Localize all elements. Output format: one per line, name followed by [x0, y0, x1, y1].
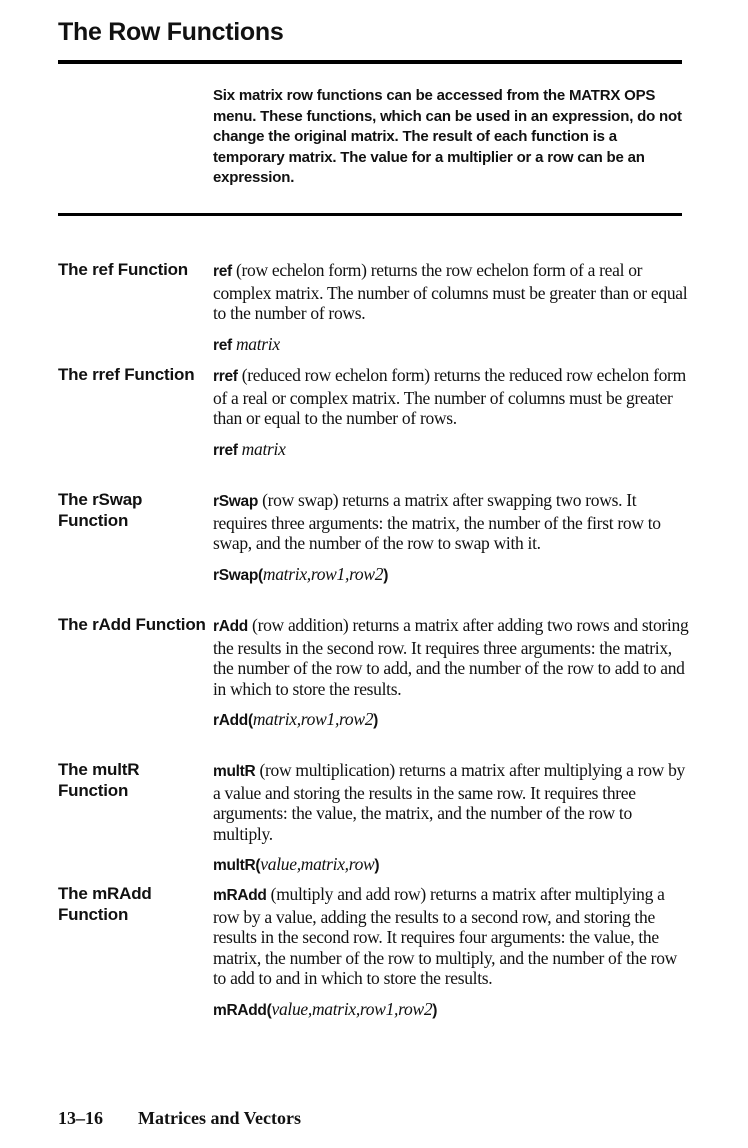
- syntax-open: (: [266, 1001, 272, 1019]
- page-title: The Row Functions: [58, 18, 284, 46]
- chapter-title: Matrices and Vectors: [138, 1108, 301, 1128]
- syntax-line: [213, 439, 691, 462]
- description-text: (multiply and add row) returns a matrix after multiplying a row by a value, adding the results to a second row, and storing the results in the second row. It requires four arguments: the value, the matrix, the number of the row to multiply, and the number of the row to add to and in which to store the results.: [213, 884, 677, 988]
- section-description: [213, 615, 691, 699]
- page-footer: [58, 1108, 301, 1129]
- syntax-open: (: [258, 566, 263, 584]
- description-text: (row multiplication) returns a matrix after multiplying a row by a value and storing the results in the same row. It requires three arguments: the value, the matrix, and the number of the row to multiply.: [213, 760, 685, 844]
- syntax-close: ): [383, 566, 389, 584]
- syntax-line: [213, 999, 691, 1022]
- section-description: [213, 260, 691, 324]
- syntax-args: value,matrix,row1,row2: [271, 998, 433, 1019]
- page-number: 13–16: [58, 1108, 103, 1128]
- section-body: [213, 260, 691, 356]
- syntax-keyword: rAdd: [213, 712, 248, 729]
- section-rule: [58, 213, 682, 216]
- syntax-close: ): [373, 712, 379, 729]
- syntax-args: matrix,row1,row2: [252, 709, 374, 729]
- section-description: [213, 490, 691, 554]
- section-label: The rAdd Function: [58, 615, 206, 634]
- function-keyword: rref: [213, 368, 238, 385]
- syntax-keyword: ref: [213, 336, 232, 354]
- syntax-keyword: mRAdd: [213, 1001, 267, 1019]
- syntax-line: [213, 854, 691, 877]
- syntax-keyword: rref: [213, 441, 238, 459]
- function-keyword: multR: [213, 763, 256, 780]
- syntax-args: matrix: [235, 333, 280, 354]
- syntax-keyword: rSwap: [213, 566, 259, 584]
- section-description: [213, 884, 691, 989]
- function-keyword: ref: [213, 263, 232, 280]
- function-keyword: rSwap: [213, 493, 259, 510]
- section-description: [213, 760, 691, 844]
- description-text: (row swap) returns a matrix after swapping two rows. It requires three arguments: the matrix, the number of the first row to swap, and the number of the row to swap with it.: [213, 490, 661, 553]
- syntax-close: ): [374, 857, 380, 874]
- section-label: The rref Function: [58, 365, 195, 384]
- section-label: The ref Function: [58, 260, 188, 279]
- section-description: [213, 365, 691, 429]
- syntax-close: ): [432, 1001, 438, 1019]
- section-body: [213, 490, 691, 586]
- section-body: [213, 615, 691, 732]
- description-text: (row addition) returns a matrix after adding two rows and storing the results in the second row. It requires three arguments: the matrix, the number of the row to add, and the number of the row to add to and in which to store the results.: [213, 615, 689, 699]
- syntax-args: matrix: [241, 438, 286, 459]
- syntax-keyword: multR: [213, 857, 256, 874]
- section-body: [213, 365, 691, 461]
- intro-paragraph: Six matrix row functions can be accessed from the MATRX OPS menu. These functions, which can be used in an expression, do not change the original matrix. The result of each function is a temporary matrix. The value for a multiplier or a row can be an expression.: [213, 87, 682, 186]
- section-label: The rSwap Function: [58, 490, 143, 530]
- syntax-line: [213, 709, 691, 732]
- function-keyword: rAdd: [213, 618, 248, 635]
- description-text: (row echelon form) returns the row echelon form of a real or complex matrix. The number of columns must be greater than or equal to the number of rows.: [213, 260, 688, 323]
- top-rule: [58, 60, 682, 64]
- syntax-line: [213, 334, 691, 357]
- syntax-args: matrix,row1,row2: [262, 563, 384, 584]
- description-text: (reduced row echelon form) returns the reduced row echelon form of a real or complex matrix. The number of columns must be greater than or equal to the number of rows.: [213, 365, 686, 428]
- section-body: [213, 760, 691, 877]
- syntax-args: value,matrix,row: [260, 854, 375, 874]
- syntax-open: (: [247, 712, 253, 729]
- section-label: The multR Function: [58, 760, 140, 800]
- function-keyword: mRAdd: [213, 887, 267, 904]
- section-body: [213, 884, 691, 1021]
- syntax-open: (: [255, 857, 261, 874]
- section-label: The mRAdd Function: [58, 884, 152, 924]
- syntax-line: [213, 564, 691, 587]
